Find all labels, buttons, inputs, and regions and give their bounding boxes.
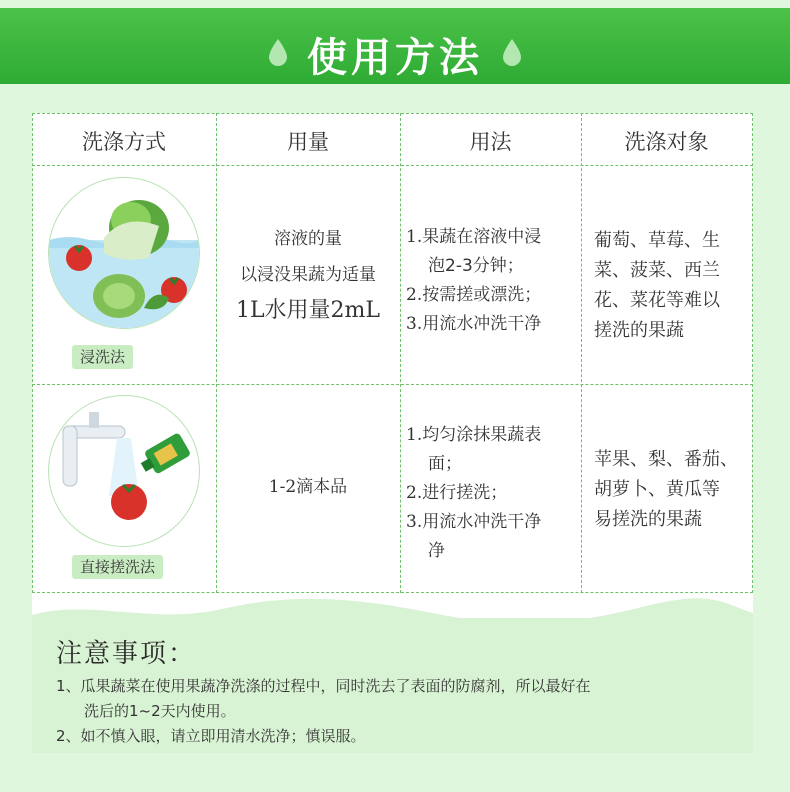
vegetables-soak-illustration <box>49 178 199 328</box>
faucet-rub-illustration <box>49 396 199 546</box>
amount-cell <box>216 469 400 505</box>
water-drop-icon <box>502 38 522 66</box>
note-item: 洗后的1~2天内使用。 <box>84 702 236 720</box>
usage-steps: 1.均匀涂抹果蔬表 面； 2.进行搓洗； 3.用流水冲洗干净 净 <box>406 425 542 561</box>
method-label: 直接搓洗法 <box>72 555 163 579</box>
usage-table <box>32 113 753 593</box>
page-title: 使用方法 <box>307 35 483 81</box>
header-target: 洗涤对象 <box>624 130 709 154</box>
wave-divider <box>32 591 753 633</box>
header-amount: 用量 <box>287 130 329 154</box>
note-item: 1、瓜果蔬菜在使用果蔬净洗涤的过程中，同时洗去了表面的防腐剂，所以最好在 <box>56 677 591 695</box>
amount-line: 溶液的量 <box>274 229 342 249</box>
notes-title: 注意事项： <box>56 639 197 669</box>
header-banner <box>0 8 790 84</box>
method-label: 浸洗法 <box>72 345 133 369</box>
amount-ratio: 1L水用量2mL <box>235 298 381 323</box>
target-cell: 苹果、梨、番茄、 胡萝卜、黄瓜等 易搓洗的果蔬 <box>594 449 738 530</box>
header-usage: 用法 <box>469 130 512 154</box>
amount-line: 以浸没果蔬为适量 <box>240 265 376 285</box>
amount-line: 1-2滴本品 <box>268 477 348 497</box>
target-cell: 葡萄、草莓、生 菜、菠菜、西兰 花、菜花等难以 搓洗的果蔬 <box>594 230 720 341</box>
soak-illustration <box>48 177 200 329</box>
usage-card <box>32 113 753 753</box>
usage-steps: 1.果蔬在溶液中浸 泡2-3分钟； 2.按需搓或漂洗； 3.用流水冲洗干净 <box>406 227 542 334</box>
note-item: 2、如不慎入眼，请立即用清水洗净；慎误服。 <box>56 727 366 745</box>
rub-illustration <box>48 395 200 547</box>
header-method: 洗涤方式 <box>82 130 166 154</box>
amount-cell <box>216 221 400 329</box>
